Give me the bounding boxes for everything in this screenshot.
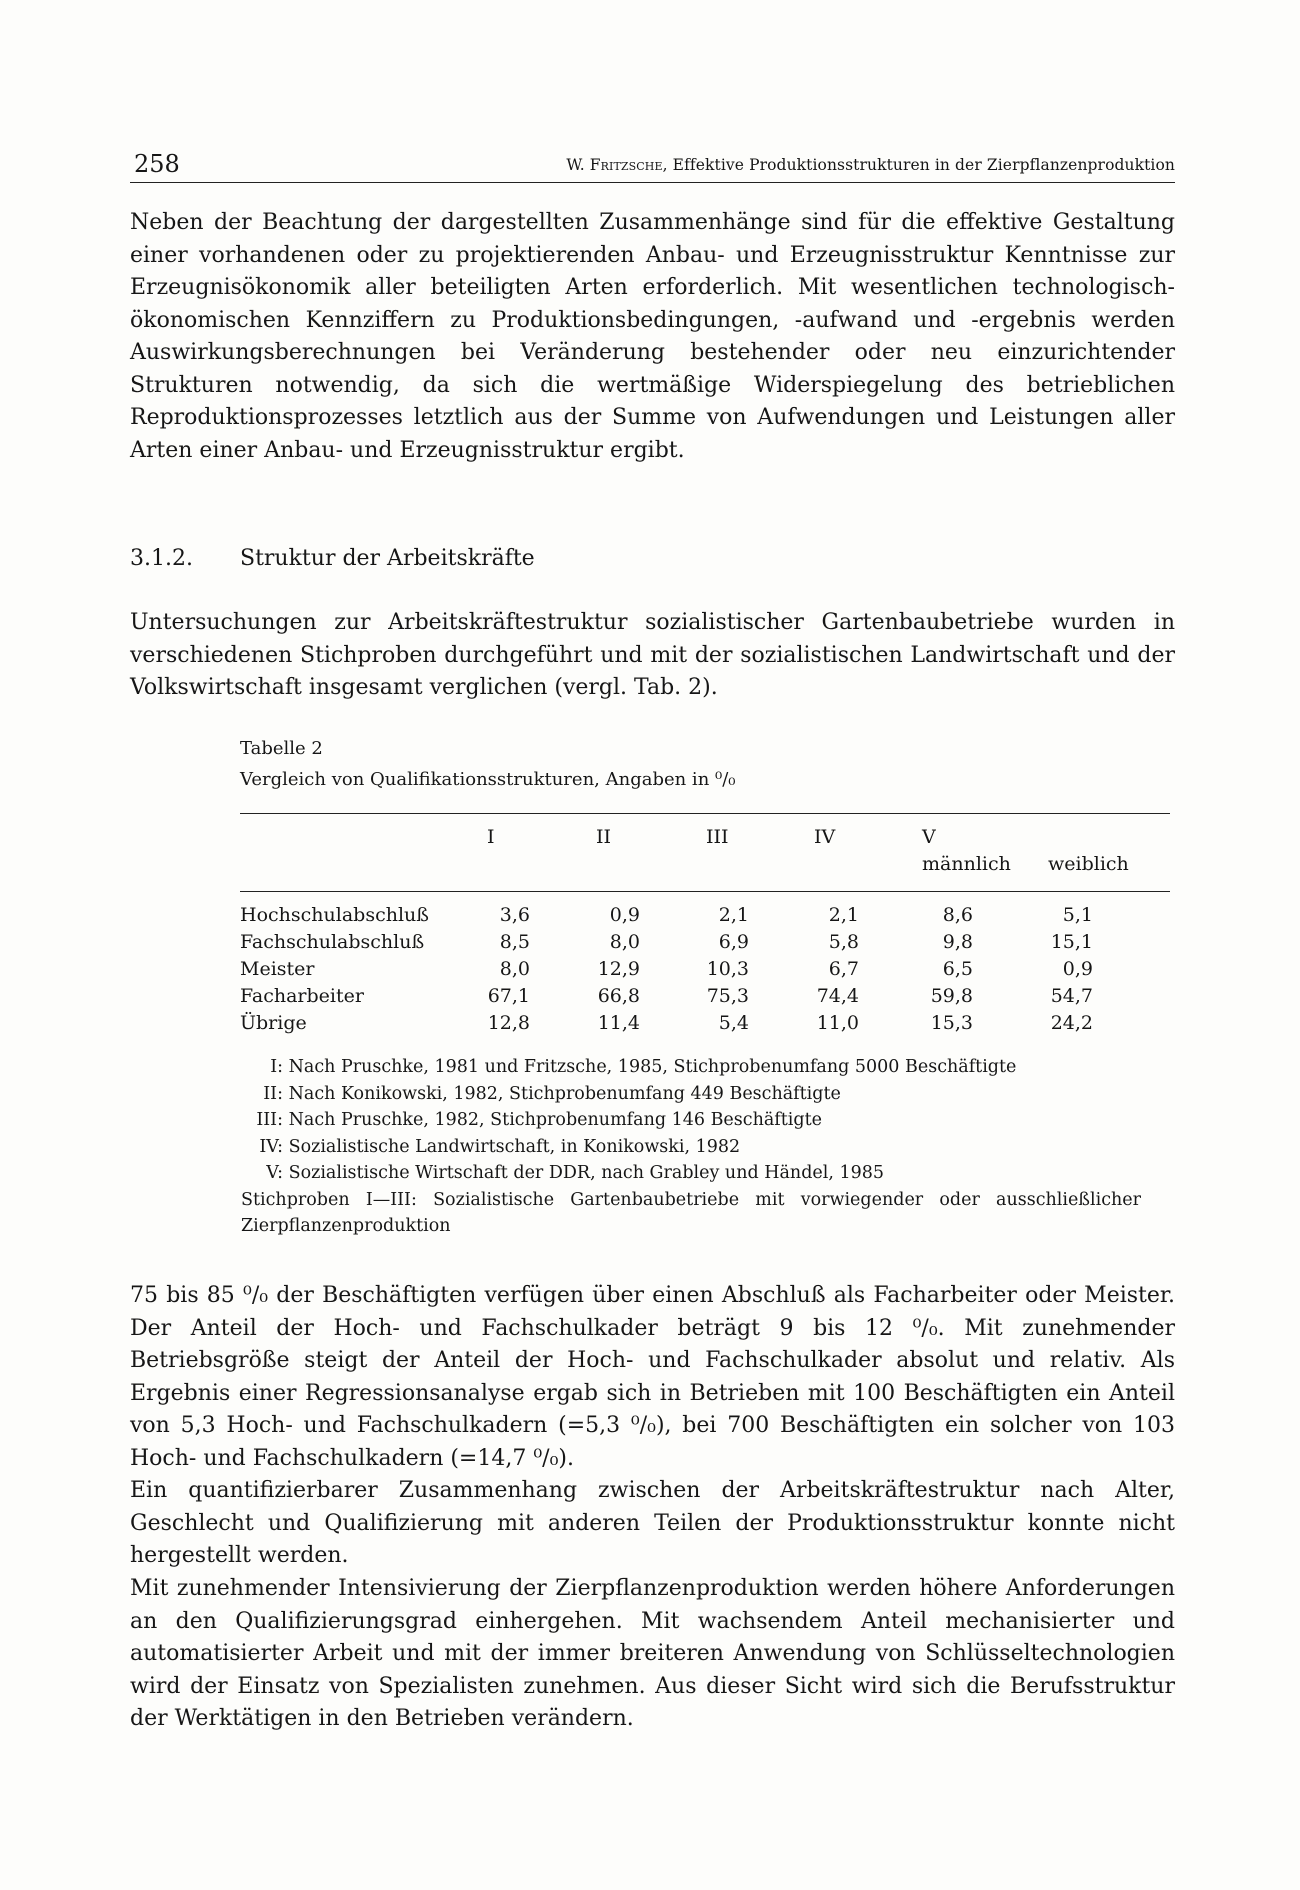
note-key: I: <box>270 1057 283 1077</box>
note-text: Sozialistische Landwirtschaft, in Konikowski, 1982 <box>288 1136 741 1157</box>
table-cell: 67,1 <box>487 985 530 1007</box>
running-title-text: , Effektive Produktionsstrukturen in der Zierpflanzenproduktion <box>662 156 1175 174</box>
note-key: III: <box>256 1110 283 1130</box>
table-cell: 0,9 <box>609 904 640 926</box>
table-cell: 8,5 <box>499 931 530 953</box>
table-cell: 5,8 <box>828 931 859 953</box>
section-title: Struktur der Arbeitskräfte <box>240 546 535 571</box>
note-text: Nach Konikowski, 1982, Stichprobenumfang 449 Beschäftigte <box>288 1083 841 1104</box>
table-top-rule <box>240 813 1170 814</box>
table-cell: 15,3 <box>930 1012 973 1034</box>
table-cell: 11,4 <box>597 1012 640 1034</box>
table-cell: 54,7 <box>1050 985 1093 1007</box>
table-cell: 6,7 <box>828 958 859 980</box>
table-cell: 74,4 <box>816 985 859 1007</box>
row-label: Fachschulabschluß <box>240 931 425 953</box>
section-paragraph: Untersuchungen zur Arbeitskräftestruktur sozialistischer Gartenbaubetriebe wurden in verschiedenen Stichproben durchgeführt und mit der sozialistischen Landwirtschaft und der Volkswirtschaft insgesamt verglichen (vergl. Tab. 2). <box>130 610 1175 700</box>
row-label: Facharbeiter <box>240 985 364 1007</box>
table-cell: 9,8 <box>942 931 973 953</box>
table-cell: 12,9 <box>597 958 640 980</box>
note-key: V: <box>266 1163 283 1183</box>
table-cell: 59,8 <box>930 985 973 1007</box>
running-title <box>566 156 1175 174</box>
table-cell: 6,5 <box>942 958 973 980</box>
table-cell: 8,0 <box>499 958 530 980</box>
col-header-5: V <box>922 826 936 848</box>
col-header-1: I <box>487 826 495 848</box>
section-heading <box>130 543 535 575</box>
samples-note: Stichproben I—III: Sozialistische Gartenbaubetriebe mit vorwiegender oder ausschließlicher Zierpflanzenproduktion <box>241 1189 1141 1236</box>
note-key: II: <box>263 1083 283 1104</box>
table-cell: 5,4 <box>718 1012 749 1034</box>
table-cell: 2,1 <box>718 904 749 926</box>
note-1 <box>233 1054 1188 1081</box>
note-5 <box>233 1160 1188 1187</box>
table-cell: 11,0 <box>816 1012 859 1034</box>
note-text: Sozialistische Wirtschaft der DDR, nach Grabley und Händel, 1985 <box>288 1163 885 1183</box>
table-header-rule <box>240 891 1170 892</box>
closing-paragraph-2: Ein quantifizierbarer Zusammenhang zwischen der Arbeitskräftestruktur nach Alter, Geschlecht und Qualifizierung mit anderen Teilen der Produktionsstruktur konnte nicht hergestellt werden. <box>130 1478 1175 1568</box>
page-header <box>130 148 1175 183</box>
note-text: Nach Pruschke, 1981 und Fritzsche, 1985, Stichprobenumfang 5000 Beschäftigte <box>288 1057 1017 1077</box>
table-notes <box>233 1054 1188 1240</box>
section-number: 3.1.2. <box>130 546 193 571</box>
intro-paragraph: Neben der Beachtung der dargestellten Zusammenhänge sind für die effektive Gestaltung einer vorhandenen oder zu projektierenden Anbau- und Erzeugnisstruktur Kenntnisse zur Erzeugnisökonomik aller beteiligten Arten erforderlich. Mit wesentlichen technologisch-ökonomischen Kennziffern zu Produktionsbedingungen, -aufwand und -ergebnis werden Auswirkungsberechnungen bei Veränderung bestehender oder neu einzurichtender Strukturen notwendig, da sich die wertmäßige Widerspiegelung des betrieblichen Reproduktionsprozesses letztlich aus der Summe von Aufwendungen und Leistungen aller Arten einer Anbau- und Erzeugnisstruktur ergibt. <box>130 210 1175 463</box>
col-header-3: III <box>706 826 729 848</box>
table-cell: 8,0 <box>609 931 640 953</box>
table-label: Tabelle 2 <box>240 738 323 759</box>
table-cell: 10,3 <box>706 958 749 980</box>
table-cell: 0,9 <box>1062 958 1093 980</box>
note-3 <box>233 1107 1188 1134</box>
col-header-2: II <box>596 826 612 848</box>
page-number: 258 <box>134 150 180 178</box>
col-header-4: IV <box>814 826 836 848</box>
table-cell: 3,6 <box>499 904 530 926</box>
row-label: Meister <box>240 958 315 980</box>
table-cell: 5,1 <box>1062 904 1093 926</box>
note-4 <box>233 1134 1188 1161</box>
note-key: IV: <box>259 1136 283 1157</box>
row-label: Hochschulabschluß <box>240 904 429 926</box>
table-cell: 24,2 <box>1050 1012 1093 1034</box>
sub-header-female: weiblich <box>1048 853 1129 875</box>
note-text: Nach Pruschke, 1982, Stichprobenumfang 146 Beschäftigte <box>288 1110 822 1130</box>
table-cell: 12,8 <box>487 1012 530 1034</box>
table-cell: 66,8 <box>597 985 640 1007</box>
closing-paragraph-3: Mit zunehmender Intensivierung der Zierpflanzenproduktion werden höhere Anforderungen an den Qualifizierungsgrad einhergehen. Mit wachsendem Anteil mechanisierter und automatisierter Arbeit und mit der immer breiteren Anwendung von Schlüsseltechnologien wird der Einsatz von Spezialisten zunehmen. Aus dieser Sicht wird sich die Berufsstruktur der Werktätigen in den Betrieben verändern. <box>130 1576 1175 1731</box>
table-cell: 2,1 <box>828 904 859 926</box>
table-cell: 8,6 <box>942 904 973 926</box>
table-caption: Vergleich von Qualifikationsstrukturen, Angaben in ⁰/₀ <box>240 769 736 790</box>
closing-paragraph-1: 75 bis 85 ⁰/₀ der Beschäftigten verfügen über einen Abschluß als Facharbeiter oder Meister. Der Anteil der Hoch- und Fachschulkader beträgt 9 bis 12 ⁰/₀. Mit zunehmender Betriebsgröße steigt der Anteil der Hoch- und Fachschulkader absolut und relativ. Als Ergebnis einer Regressionsanalyse ergab sich in Betrieben mit 100 Beschäftigten ein Anteil von 5,3 Hoch- und Fachschulkadern (=5,3 ⁰/₀), bei 700 Beschäftigten ein solcher von 103 Hoch- und Fachschulkadern (=14,7 ⁰/₀). <box>130 1283 1175 1471</box>
running-author: W. Fritzsche <box>566 156 663 174</box>
row-label: Übrige <box>240 1012 307 1034</box>
table-cell: 6,9 <box>718 931 749 953</box>
sub-header-male: männlich <box>922 853 1011 875</box>
table-cell: 15,1 <box>1050 931 1093 953</box>
note-2 <box>233 1081 1188 1108</box>
table-cell: 75,3 <box>706 985 749 1007</box>
